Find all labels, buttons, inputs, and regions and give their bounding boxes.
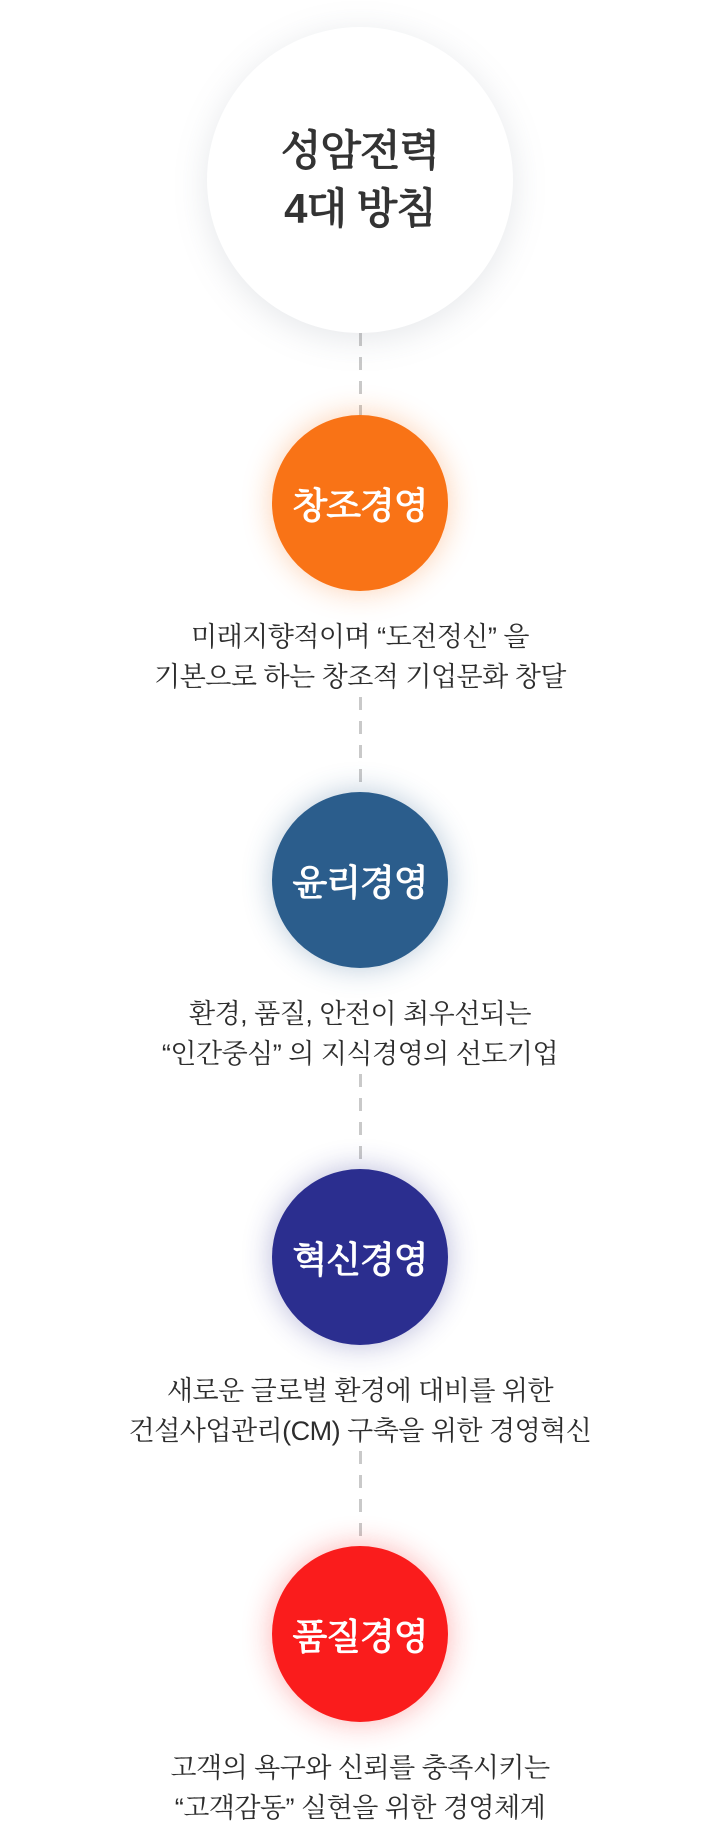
policy-circle-innovation	[272, 1169, 448, 1345]
timeline-connector	[359, 1451, 362, 1546]
policy-description-ethics	[162, 994, 558, 1074]
timeline-connector	[359, 1074, 362, 1169]
policy-description-line: 건설사업관리(CM) 구축을 위한 경영혁신	[128, 1416, 592, 1446]
policy-description-line: 기본으로 하는 창조적 기업문화 창달	[154, 662, 566, 692]
policy-circle-ethics	[272, 792, 448, 968]
policy-circle-creative	[272, 415, 448, 591]
policy-description-line: 미래지향적이며 “도전정신” 을	[191, 622, 529, 652]
page-title-line-2: 4대 방침	[284, 185, 436, 232]
timeline-connector	[359, 333, 362, 415]
policy-description-line: 환경, 품질, 안전이 최우선되는	[188, 999, 531, 1029]
timeline-connector	[359, 697, 362, 792]
policy-description-line: 고객의 욕구와 신뢰를 충족시키는	[170, 1753, 550, 1783]
policy-label-quality: 품질경영	[292, 1615, 428, 1657]
policy-label-innovation: 혁신경영	[292, 1238, 428, 1280]
policy-circle-quality	[272, 1546, 448, 1722]
policy-description-line: 새로운 글로벌 환경에 대비를 위한	[166, 1376, 554, 1406]
policy-description-line: “고객감동” 실현을 위한 경영체계	[174, 1793, 546, 1823]
policy-label-ethics: 윤리경영	[292, 861, 428, 903]
page-title-line-1: 성암전력	[280, 127, 440, 174]
policy-description-innovation	[129, 1371, 592, 1451]
policy-description-quality	[170, 1748, 549, 1828]
title-circle	[207, 27, 513, 333]
policy-description-line: “인간중심” 의 지식경영의 선도기업	[161, 1039, 559, 1069]
policy-label-creative: 창조경영	[292, 484, 428, 526]
policy-description-creative	[154, 617, 566, 697]
